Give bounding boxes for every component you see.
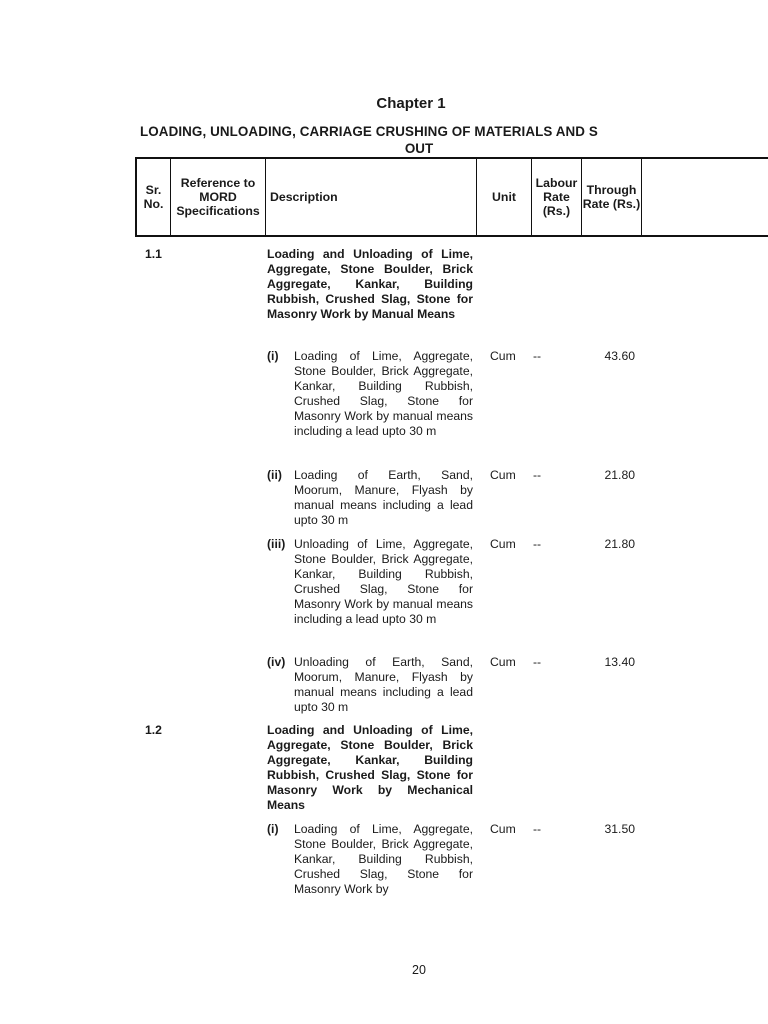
item-roman: (ii) [267, 468, 282, 482]
table-header [135, 157, 768, 237]
item-through-rate: 21.80 [604, 537, 635, 551]
item-description: Loading of Earth, Sand, Moorum, Manure, Flyash by manual means including a lead upto 30 m [294, 468, 473, 527]
header-sr-no: Sr. No. [137, 159, 171, 235]
item-labour-rate: -- [533, 822, 542, 836]
header-reference: Reference to MORD Specifications [171, 159, 266, 235]
item-through-rate: 13.40 [604, 655, 635, 669]
chapter-title-continued: OUT [404, 141, 434, 156]
section-number: 1.2 [145, 723, 162, 737]
item-unit: Cum [490, 537, 516, 551]
item-through-rate: 21.80 [604, 468, 635, 482]
item-unit: Cum [490, 349, 516, 363]
item-roman: (i) [267, 822, 279, 836]
section-heading: Loading and Unloading of Lime, Aggregate, Stone Boulder, Brick Aggregate, Kankar, Building Rubbish, Crushed Slag, Stone for Masonry Work by Mechanical Means [267, 723, 473, 812]
item-labour-rate: -- [533, 468, 542, 482]
section-number: 1.1 [145, 247, 162, 261]
item-roman: (iv) [267, 655, 286, 669]
header-through-rate: Through Rate (Rs.) [582, 159, 642, 235]
item-labour-rate: -- [533, 537, 542, 551]
item-description: Loading of Lime, Aggregate, Stone Boulder, Brick Aggregate, Kankar, Building Rubbish, Crushed Slag, Stone for Masonry Work by [294, 822, 473, 896]
header-labour-rate: Labour Rate (Rs.) [532, 159, 582, 235]
item-description: Unloading of Earth, Sand, Moorum, Manure, Flyash by manual means including a lead upto 30 m [294, 655, 473, 714]
item-unit: Cum [490, 655, 516, 669]
chapter-title: LOADING, UNLOADING, CARRIAGE CRUSHING OF MATERIALS AND S [140, 124, 598, 139]
section-heading: Loading and Unloading of Lime, Aggregate, Stone Boulder, Brick Aggregate, Kankar, Building Rubbish, Crushed Slag, Stone for Masonry Work by Manual Means [267, 247, 473, 321]
item-description: Loading of Lime, Aggregate, Stone Boulder, Brick Aggregate, Kankar, Building Rubbish, Crushed Slag, Stone for Masonry Work by manual means including a lead upto 30 m [294, 349, 473, 438]
header-description: Description [266, 159, 477, 235]
header-unit: Unit [477, 159, 532, 235]
item-unit: Cum [490, 468, 516, 482]
page-number: 20 [412, 963, 426, 977]
chapter-heading: Chapter 1 [376, 95, 446, 112]
item-roman: (i) [267, 349, 279, 363]
item-through-rate: 31.50 [604, 822, 635, 836]
item-through-rate: 43.60 [604, 349, 635, 363]
item-labour-rate: -- [533, 349, 542, 363]
item-labour-rate: -- [533, 655, 542, 669]
item-unit: Cum [490, 822, 516, 836]
item-description: Unloading of Lime, Aggregate, Stone Boulder, Brick Aggregate, Kankar, Building Rubbish, Crushed Slag, Stone for Masonry Work by manual means including a lead upto 30 m [294, 537, 473, 626]
item-roman: (iii) [267, 537, 286, 551]
